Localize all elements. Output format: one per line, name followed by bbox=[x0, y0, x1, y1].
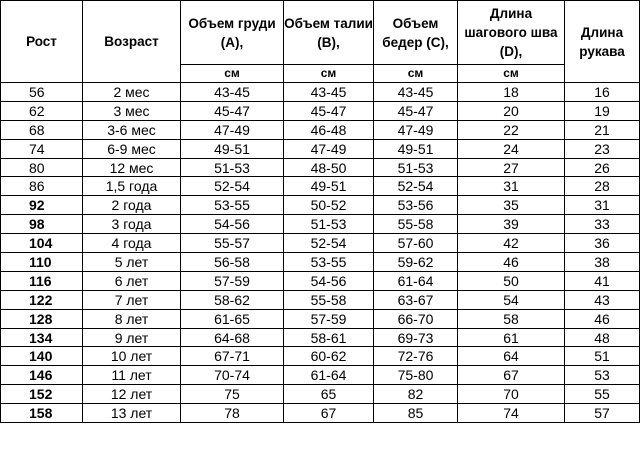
cell-height: 134 bbox=[1, 328, 83, 347]
cell-inseam: 64 bbox=[458, 347, 565, 366]
cell-hips: 69-73 bbox=[374, 328, 458, 347]
cell-waist: 49-51 bbox=[284, 177, 374, 196]
cell-chest: 47-49 bbox=[181, 120, 284, 139]
cell-inseam: 22 bbox=[458, 120, 565, 139]
cell-hips: 63-67 bbox=[374, 290, 458, 309]
cell-hips: 57-60 bbox=[374, 234, 458, 253]
cell-chest: 55-57 bbox=[181, 234, 284, 253]
cell-sleeve: 16 bbox=[565, 83, 640, 102]
cell-age: 11 лет bbox=[83, 366, 181, 385]
cell-age: 6-9 мес bbox=[83, 139, 181, 158]
cell-waist: 48-50 bbox=[284, 158, 374, 177]
cell-inseam: 67 bbox=[458, 366, 565, 385]
cell-age: 2 года bbox=[83, 196, 181, 215]
cell-sleeve: 43 bbox=[565, 290, 640, 309]
cell-age: 3 мес bbox=[83, 101, 181, 120]
table-row bbox=[1, 366, 640, 385]
cell-chest: 53-55 bbox=[181, 196, 284, 215]
cell-waist: 43-45 bbox=[284, 83, 374, 102]
cell-height: 152 bbox=[1, 385, 83, 404]
cell-height: 110 bbox=[1, 253, 83, 272]
cell-age: 4 года bbox=[83, 234, 181, 253]
cell-sleeve: 55 bbox=[565, 385, 640, 404]
cell-height: 98 bbox=[1, 215, 83, 234]
table-row bbox=[1, 253, 640, 272]
table-row bbox=[1, 158, 640, 177]
cell-chest: 64-68 bbox=[181, 328, 284, 347]
cell-sleeve: 33 bbox=[565, 215, 640, 234]
cell-height: 68 bbox=[1, 120, 83, 139]
header-hips: Объем бедер (С), bbox=[374, 1, 458, 65]
cell-height: 92 bbox=[1, 196, 83, 215]
cell-height: 62 bbox=[1, 101, 83, 120]
cell-height: 86 bbox=[1, 177, 83, 196]
cell-waist: 53-55 bbox=[284, 253, 374, 272]
cell-hips: 72-76 bbox=[374, 347, 458, 366]
cell-sleeve: 21 bbox=[565, 120, 640, 139]
table-row bbox=[1, 101, 640, 120]
cell-waist: 65 bbox=[284, 385, 374, 404]
cell-waist: 46-48 bbox=[284, 120, 374, 139]
cell-waist: 50-52 bbox=[284, 196, 374, 215]
cell-inseam: 70 bbox=[458, 385, 565, 404]
cell-sleeve: 41 bbox=[565, 271, 640, 290]
header-age: Возраст bbox=[83, 1, 181, 83]
cell-inseam: 58 bbox=[458, 309, 565, 328]
cell-hips: 43-45 bbox=[374, 83, 458, 102]
cell-age: 9 лет bbox=[83, 328, 181, 347]
cell-age: 1,5 года bbox=[83, 177, 181, 196]
cell-hips: 52-54 bbox=[374, 177, 458, 196]
cell-height: 140 bbox=[1, 347, 83, 366]
unit-chest: см bbox=[181, 65, 284, 83]
cell-sleeve: 31 bbox=[565, 196, 640, 215]
cell-chest: 52-54 bbox=[181, 177, 284, 196]
cell-height: 80 bbox=[1, 158, 83, 177]
cell-hips: 55-58 bbox=[374, 215, 458, 234]
cell-height: 116 bbox=[1, 271, 83, 290]
cell-age: 3-6 мес bbox=[83, 120, 181, 139]
cell-height: 122 bbox=[1, 290, 83, 309]
cell-age: 10 лет bbox=[83, 347, 181, 366]
cell-inseam: 27 bbox=[458, 158, 565, 177]
header-height: Рост bbox=[1, 1, 83, 83]
cell-inseam: 50 bbox=[458, 271, 565, 290]
cell-age: 6 лет bbox=[83, 271, 181, 290]
cell-chest: 43-45 bbox=[181, 83, 284, 102]
unit-waist: см bbox=[284, 65, 374, 83]
cell-chest: 54-56 bbox=[181, 215, 284, 234]
cell-waist: 57-59 bbox=[284, 309, 374, 328]
cell-waist: 55-58 bbox=[284, 290, 374, 309]
cell-chest: 45-47 bbox=[181, 101, 284, 120]
header-sleeve: Длина рукава bbox=[565, 1, 640, 83]
cell-height: 146 bbox=[1, 366, 83, 385]
table-body bbox=[1, 83, 640, 423]
table-row bbox=[1, 177, 640, 196]
unit-inseam: см bbox=[458, 65, 565, 83]
cell-age: 12 лет bbox=[83, 385, 181, 404]
table-row bbox=[1, 347, 640, 366]
cell-waist: 58-61 bbox=[284, 328, 374, 347]
cell-height: 104 bbox=[1, 234, 83, 253]
header-chest: Объем груди (А), bbox=[181, 1, 284, 65]
cell-age: 8 лет bbox=[83, 309, 181, 328]
table-row bbox=[1, 271, 640, 290]
cell-waist: 51-53 bbox=[284, 215, 374, 234]
cell-sleeve: 57 bbox=[565, 404, 640, 423]
cell-age: 5 лет bbox=[83, 253, 181, 272]
cell-inseam: 18 bbox=[458, 83, 565, 102]
cell-sleeve: 26 bbox=[565, 158, 640, 177]
table-row bbox=[1, 120, 640, 139]
cell-hips: 66-70 bbox=[374, 309, 458, 328]
table-row bbox=[1, 196, 640, 215]
cell-chest: 51-53 bbox=[181, 158, 284, 177]
cell-age: 12 мес bbox=[83, 158, 181, 177]
cell-inseam: 35 bbox=[458, 196, 565, 215]
cell-chest: 61-65 bbox=[181, 309, 284, 328]
cell-inseam: 74 bbox=[458, 404, 565, 423]
cell-sleeve: 46 bbox=[565, 309, 640, 328]
header-row bbox=[1, 1, 640, 65]
cell-hips: 59-62 bbox=[374, 253, 458, 272]
cell-waist: 67 bbox=[284, 404, 374, 423]
cell-sleeve: 36 bbox=[565, 234, 640, 253]
cell-hips: 61-64 bbox=[374, 271, 458, 290]
table-row bbox=[1, 309, 640, 328]
table-row bbox=[1, 83, 640, 102]
cell-chest: 75 bbox=[181, 385, 284, 404]
cell-hips: 53-56 bbox=[374, 196, 458, 215]
cell-chest: 58-62 bbox=[181, 290, 284, 309]
cell-sleeve: 23 bbox=[565, 139, 640, 158]
cell-inseam: 46 bbox=[458, 253, 565, 272]
cell-hips: 85 bbox=[374, 404, 458, 423]
cell-sleeve: 28 bbox=[565, 177, 640, 196]
cell-sleeve: 53 bbox=[565, 366, 640, 385]
cell-waist: 61-64 bbox=[284, 366, 374, 385]
cell-hips: 82 bbox=[374, 385, 458, 404]
cell-sleeve: 51 bbox=[565, 347, 640, 366]
cell-inseam: 61 bbox=[458, 328, 565, 347]
table-row bbox=[1, 328, 640, 347]
header-waist: Объем талии (В), bbox=[284, 1, 374, 65]
table-row bbox=[1, 234, 640, 253]
cell-waist: 60-62 bbox=[284, 347, 374, 366]
cell-hips: 47-49 bbox=[374, 120, 458, 139]
cell-waist: 47-49 bbox=[284, 139, 374, 158]
cell-sleeve: 48 bbox=[565, 328, 640, 347]
unit-hips: см bbox=[374, 65, 458, 83]
cell-sleeve: 38 bbox=[565, 253, 640, 272]
table-row bbox=[1, 215, 640, 234]
cell-waist: 54-56 bbox=[284, 271, 374, 290]
table-row bbox=[1, 404, 640, 423]
cell-inseam: 54 bbox=[458, 290, 565, 309]
cell-height: 74 bbox=[1, 139, 83, 158]
table-row bbox=[1, 385, 640, 404]
cell-height: 128 bbox=[1, 309, 83, 328]
cell-hips: 45-47 bbox=[374, 101, 458, 120]
cell-chest: 57-59 bbox=[181, 271, 284, 290]
cell-inseam: 39 bbox=[458, 215, 565, 234]
cell-chest: 67-71 bbox=[181, 347, 284, 366]
cell-hips: 51-53 bbox=[374, 158, 458, 177]
cell-waist: 45-47 bbox=[284, 101, 374, 120]
cell-height: 158 bbox=[1, 404, 83, 423]
cell-age: 2 мес bbox=[83, 83, 181, 102]
cell-inseam: 20 bbox=[458, 101, 565, 120]
cell-inseam: 24 bbox=[458, 139, 565, 158]
cell-age: 13 лет bbox=[83, 404, 181, 423]
cell-chest: 49-51 bbox=[181, 139, 284, 158]
cell-inseam: 31 bbox=[458, 177, 565, 196]
cell-hips: 75-80 bbox=[374, 366, 458, 385]
cell-sleeve: 19 bbox=[565, 101, 640, 120]
cell-chest: 78 bbox=[181, 404, 284, 423]
table-row bbox=[1, 290, 640, 309]
table-row bbox=[1, 139, 640, 158]
cell-chest: 56-58 bbox=[181, 253, 284, 272]
cell-inseam: 42 bbox=[458, 234, 565, 253]
cell-hips: 49-51 bbox=[374, 139, 458, 158]
cell-age: 3 года bbox=[83, 215, 181, 234]
cell-age: 7 лет bbox=[83, 290, 181, 309]
cell-chest: 70-74 bbox=[181, 366, 284, 385]
cell-height: 56 bbox=[1, 83, 83, 102]
header-inseam: Длина шагового шва (D), bbox=[458, 1, 565, 65]
cell-waist: 52-54 bbox=[284, 234, 374, 253]
